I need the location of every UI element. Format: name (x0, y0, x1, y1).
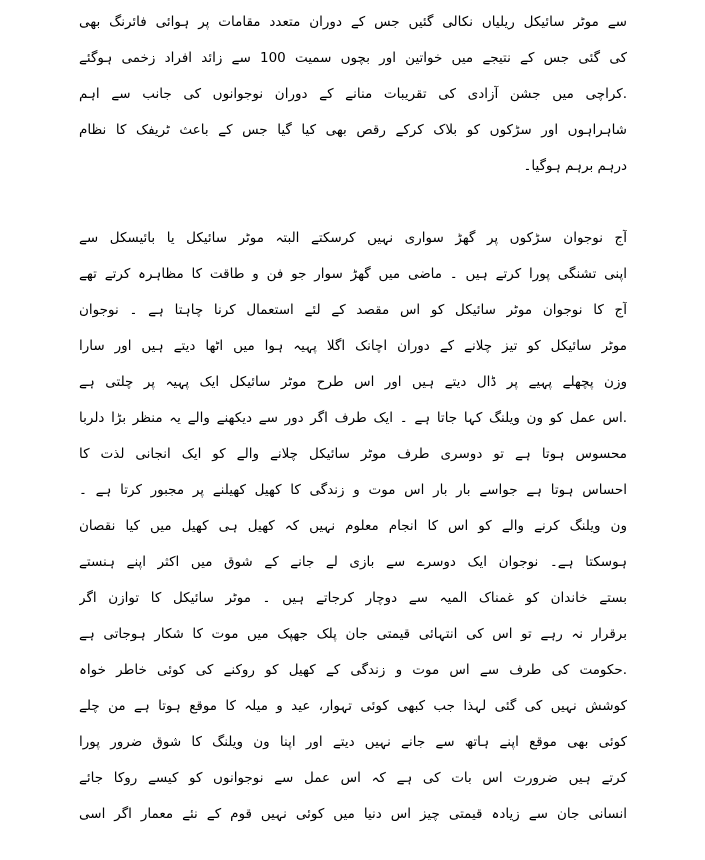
text-line: کوئی بھی موقع اپنے ہاتھ سے جانے نہیں دیتے اور اپنا ون ویلنگ کا شوق ضرور پورا (79, 734, 627, 750)
text-line: برقرار نہ رہے تو اس کی انتہائی قیمتی جان پلک جھپک میں موت کا شکار ہوجاتی ہے (79, 626, 627, 642)
text-line: آج کا نوجوان موٹر سائیکل کو اس مقصد کے لئے استعمال کرنا چاہتا ہے ۔ نوجوان (79, 302, 627, 318)
text-line: موٹر سائیکل کو تیز چلانے کے دوران اچانک اگلا پہیہ ہوا میں اٹھا دیتے ہیں اور سارا (79, 338, 627, 354)
text-line: کرتے ہیں ضرورت اس بات کی ہے کہ اس عمل سے نوجوانوں کو کیسے روکا جائے (79, 770, 627, 786)
text-line: محسوس ہوتا ہے تو دوسری طرف موٹر سائیکل چلانے والے کو ایک انجانی لذت کا (79, 446, 627, 462)
text-line: بستے خاندان کو غمناک المیہ سے دوچار کرجاتے ہیں ۔ موٹر سائیکل کا توازن اگر (79, 590, 627, 606)
text-line: اپنی تشنگی پورا کرتے ہیں ۔ ماضی میں گھڑ سوار جو فن و طاقت کا مظاہرہ کرتے تھے (79, 266, 627, 282)
text-line: ون ویلنگ کرنے والے کو اس کا انجام معلوم نہیں کہ کھیل ہی کھیل میں کیا نقصان (79, 518, 627, 534)
text-line: احساس ہوتا ہے جواسے بار بار اس موت و زندگی کا کھیل کھیلنے پر مجبور کرتا ہے ۔ (79, 482, 627, 498)
text-line: آج نوجوان سڑکوں پر گھڑ سواری نہیں کرسکتے البتہ موٹر سائیکل یا بائیسکل سے (79, 230, 627, 246)
text-line: کوشش نہیں کی گئی لہذا جب کبھی کوئی تہوار، عید و میلہ کا موقع ہوتا ہے من چلے (79, 698, 627, 714)
text-line: .اس عمل کو ون ویلنگ کہا جاتا ہے ۔ ایک طرف اگر دور سے دیکھنے والے یہ منظر بڑا دلربا (79, 410, 627, 426)
text-line: وزن پچھلے پہیے پر ڈال دیتے ہیں اور اس طرح موٹر سائیکل ایک پہیہ پر چلتی ہے (79, 374, 627, 390)
text-line: کی گئی جس کے نتیجے میں خواتین اور بچوں سمیت 100 سے زائد افراد زخمی ہوگئے (79, 50, 627, 66)
text-line: ہوسکتا ہے۔ نوجوان ایک دوسرے سے بازی لے جانے کے شوق میں اکثر اپنے ہنستے (79, 554, 627, 570)
text-line: سے موٹر سائیکل ریلیاں نکالی گئیں جس کے دوران متعدد مقامات پر ہوائی فائرنگ بھی (79, 14, 627, 30)
text-line: شاہراہوں اور سڑکوں کو بلاک کرکے رقص بھی کیا گیا جس کے باعث ٹریفک کا نظام (79, 122, 627, 138)
text-line: انسانی جان سے زیادہ قیمتی چیز اس دنیا میں کوئی نہیں قوم کے نئے معمار اگر اسی (79, 806, 627, 822)
text-line: .حکومت کی طرف سے اس موت و زندگی کے کھیل کو روکنے کی کوئی خاطر خواہ (79, 662, 627, 678)
text-line: .کراچی میں جشن آزادی کی تقریبات منانے کے دوران نوجوانوں کی جانب سے اہم (79, 86, 627, 102)
text-line: درہم برہم ہوگیا۔ (523, 158, 627, 174)
